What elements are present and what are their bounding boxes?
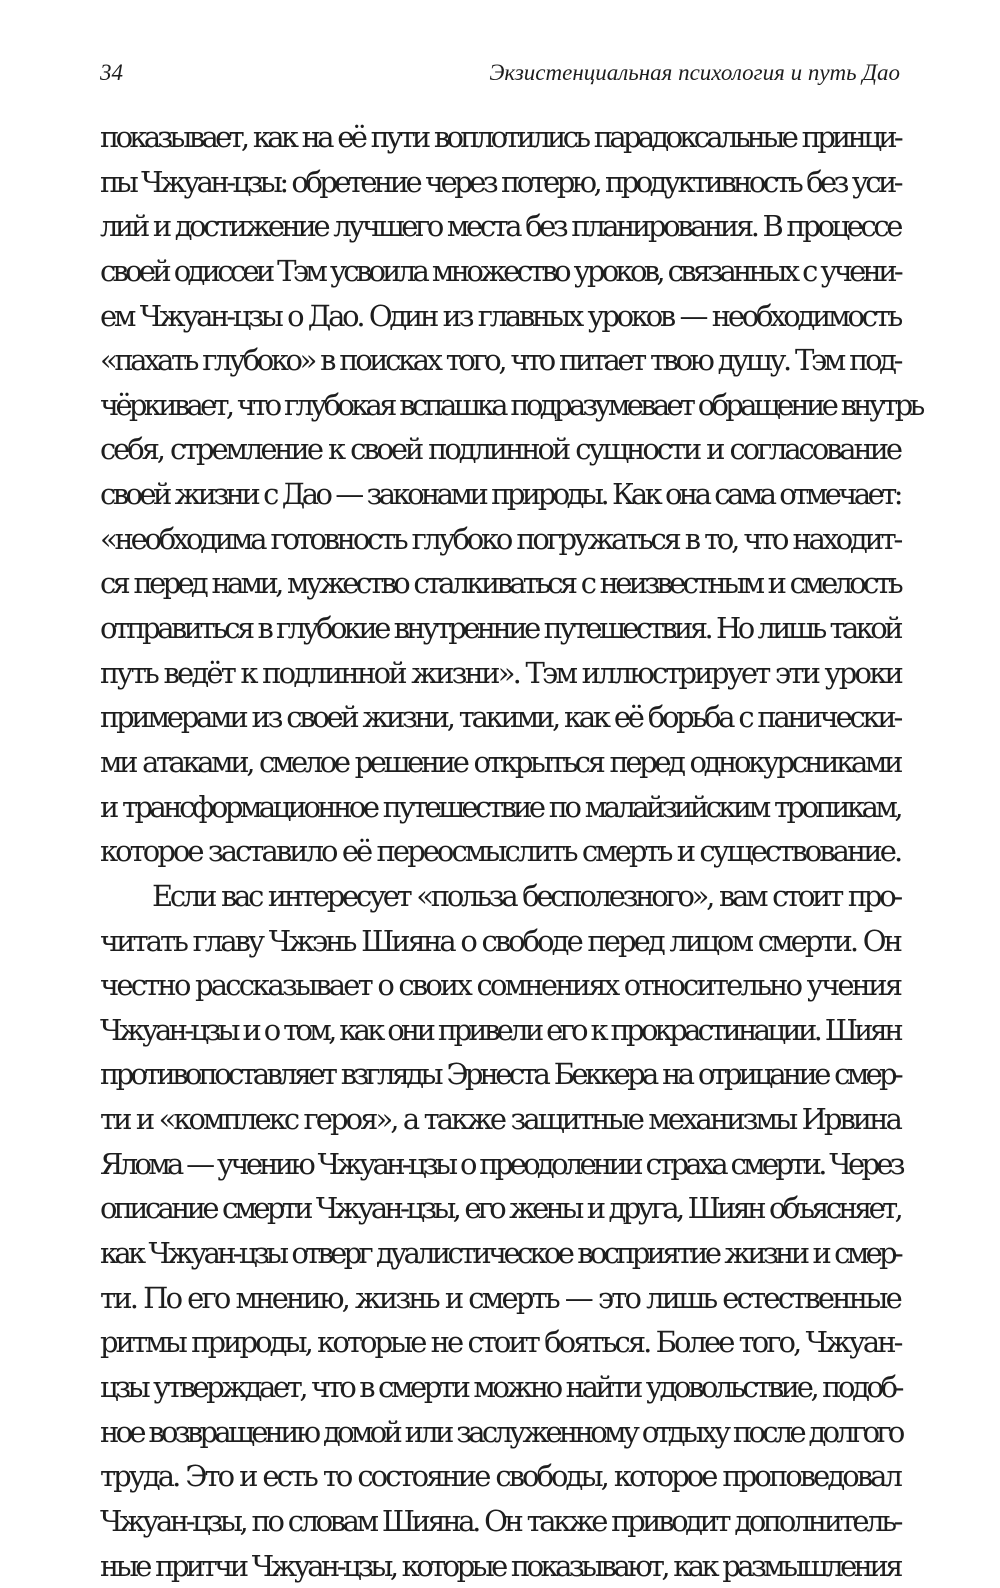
text-line: как Чжуан-цзы отверг дуалистическое восприятие жизни и смер- <box>100 1231 900 1276</box>
text-line: путь ведёт к подлинной жизни». Тэм иллюстрирует эти уроки <box>100 651 900 696</box>
text-line: труда. Это и есть то состояние свободы, которое проповедовал <box>100 1454 900 1499</box>
text-line: «пахать глубоко» в поисках того, что питает твою душу. Тэм под- <box>100 338 900 383</box>
text-line: своей жизни с Дао — законами природы. Как она сама отмечает: <box>100 472 900 517</box>
text-line: ритмы природы, которые не стоит бояться. Более того, Чжуан- <box>100 1320 900 1365</box>
text-line: себя, стремление к своей подлинной сущности и согласование <box>100 427 900 472</box>
text-line: ное возвращению домой или заслуженному отдыху после долгого <box>100 1410 900 1455</box>
text-line: «необходима готовность глубоко погружаться в то, что находит- <box>100 517 900 562</box>
text-line: чёркивает, что глубокая вспашка подразумевает обращение внутрь <box>100 383 900 428</box>
text-line: ные притчи Чжуан-цзы, которые показывают, как размышления <box>100 1544 900 1588</box>
text-line: примерами из своей жизни, такими, как её борьба с панически- <box>100 695 900 740</box>
text-line: ем Чжуан-цзы о Дао. Один из главных уроков — необходимость <box>100 294 900 339</box>
text-line: описание смерти Чжуан-цзы, его жены и друга, Шиян объясняет, <box>100 1186 900 1231</box>
body-text <box>100 115 900 1588</box>
text-line: которое заставило её переосмыслить смерть и существование. <box>100 829 900 874</box>
text-line: лий и достижение лучшего места без планирования. В процессе <box>100 204 900 249</box>
text-line: ся перед нами, мужество сталкиваться с неизвестным и смелость <box>100 561 900 606</box>
page-number: 34 <box>100 58 123 88</box>
text-line: отправиться в глубокие внутренние путешествия. Но лишь такой <box>100 606 900 651</box>
text-line: Ялома — учению Чжуан-цзы о преодолении страха смерти. Через <box>100 1142 900 1187</box>
text-line: читать главу Чжэнь Шияна о свободе перед лицом смерти. Он <box>100 919 900 964</box>
text-line: Если вас интересует «польза бесполезного», вам стоит про- <box>100 874 900 919</box>
text-line: пы Чжуан-цзы: обретение через потерю, продуктивность без уси- <box>100 160 900 205</box>
text-line: ти и «комплекс героя», а также защитные механизмы Ирвина <box>100 1097 900 1142</box>
text-line: ти. По его мнению, жизнь и смерть — это лишь естественные <box>100 1276 900 1321</box>
text-line: Чжуан-цзы, по словам Шияна. Он также приводит дополнитель- <box>100 1499 900 1544</box>
text-line: честно рассказывает о своих сомнениях относительно учения <box>100 963 900 1008</box>
paragraph-2 <box>100 874 900 1588</box>
text-line: показывает, как на её пути воплотились парадоксальные принци- <box>100 115 900 160</box>
text-line: ми атаками, смелое решение открыться перед однокурсниками <box>100 740 900 785</box>
running-header <box>100 58 900 88</box>
paragraph-1 <box>100 115 900 874</box>
text-line: противопоставляет взгляды Эрнеста Беккера на отрицание смер- <box>100 1052 900 1097</box>
text-line: цзы утверждает, что в смерти можно найти удовольствие, подоб- <box>100 1365 900 1410</box>
running-title: Экзистенциальная психология и путь Дао <box>489 58 900 88</box>
text-line: Чжуан-цзы и о том, как они привели его к прокрастинации. Шиян <box>100 1008 900 1053</box>
text-line: своей одиссеи Тэм усвоила множество уроков, связанных с учени- <box>100 249 900 294</box>
text-line: и трансформационное путешествие по малайзийским тропикам, <box>100 785 900 830</box>
